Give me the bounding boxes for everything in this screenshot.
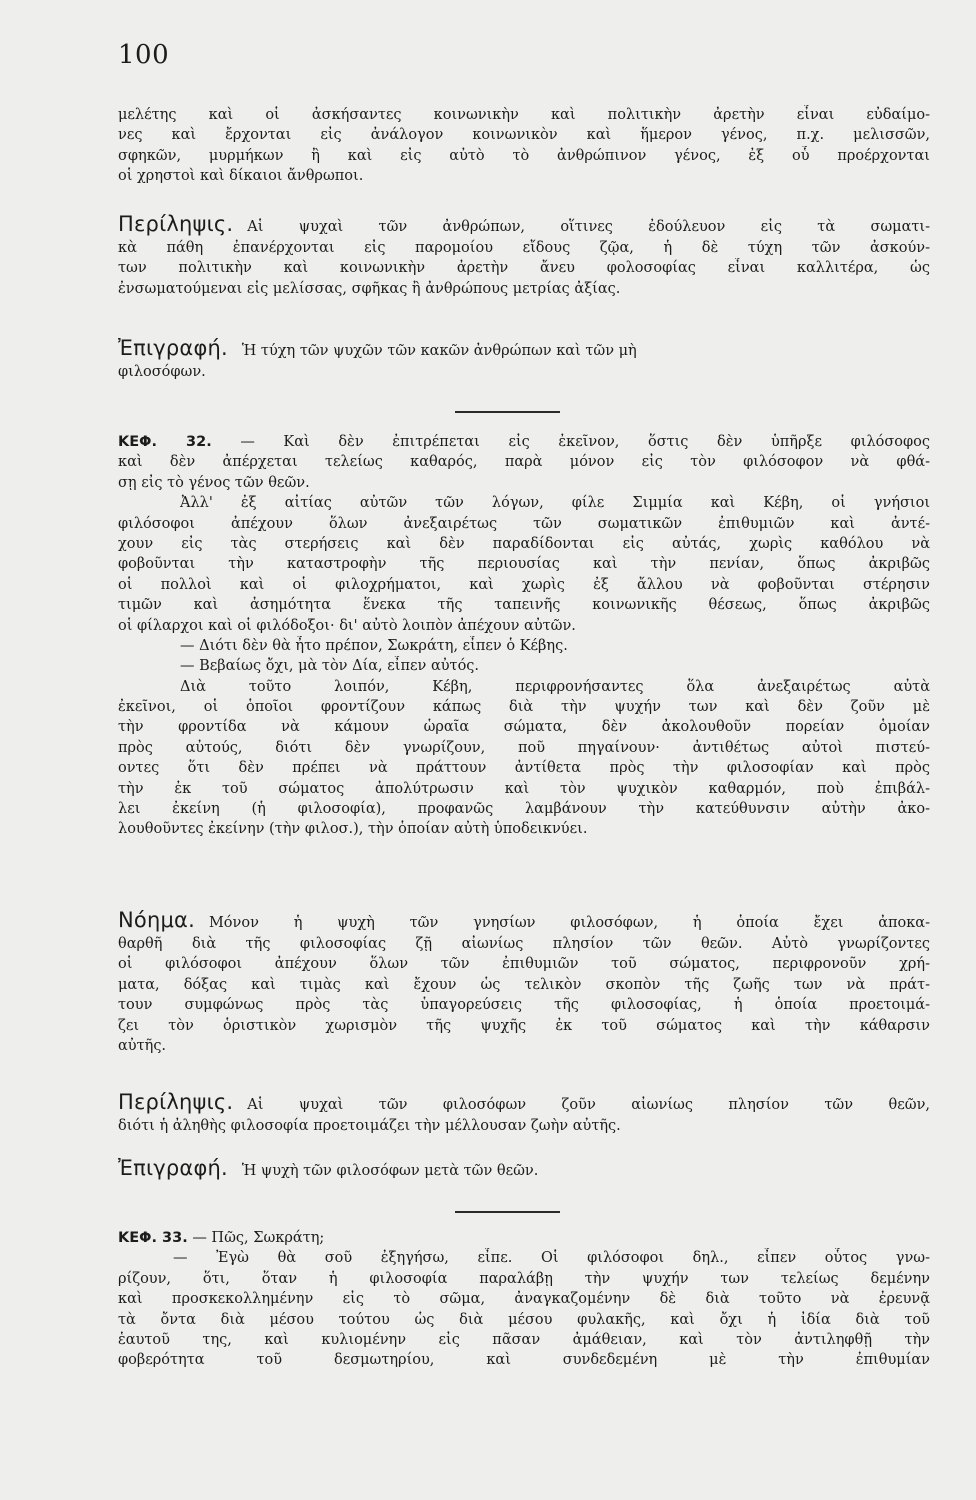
text-line: λουθοῦντες ἐκείνην (τὴν φιλοσ.), τὴν ὁποίαν αὐτὴ ὑποδεικνύει. — [118, 821, 588, 838]
text-line: πρὸς αὐτούς, διότι δὲν γνωρίζουν, ποῦ πηγαίνουν· ἀντιθέτως αὐτοὶ πιστεύ- — [118, 739, 930, 756]
text-line: Ἡ τύχη τῶν ψυχῶν τῶν κακῶν ἀνθρώπων καὶ τῶν μὴ — [241, 343, 637, 359]
text-line: διότι ἡ ἀληθὴς φιλοσοφία προετοιμάζει τὴν μέλλουσαν ζωὴν αὐτῆς. — [118, 1118, 621, 1134]
text-line: καὶ προσκεκολλημένην εἰς τὸ σῶμα, ἀναγκαζομένην δὲ διὰ τοῦτο νὰ ἐρευνᾷ — [118, 1291, 930, 1308]
text-line: οἱ φιλόσοφοι ἀπέχουν ὅλων τῶν ἐπιθυμιῶν τοῦ σώματος, περιφρονοῦν χρή- — [118, 956, 930, 973]
text-line: ἐνσωματούμεναι εἰς μελίσσας, σφῆκας ἢ ἀνθρώπους μετρίας ἀξίας. — [118, 280, 621, 297]
page-number: 100 — [118, 40, 170, 70]
text-line: ρίζουν, ὅτι, ὅταν ἡ φιλοσοφία παραλάβῃ τὴν ψυχήν των τελείως δεμένην — [118, 1270, 930, 1287]
summary-section-2 — [118, 1088, 930, 1136]
text-line: οἱ πολλοὶ καὶ οἱ φιλοχρήματοι, καὶ χωρὶς ἐξ ἄλλου νὰ φοβοῦνται στέρησιν — [118, 576, 930, 593]
summary-heading: Περίληψις. — [118, 212, 234, 236]
section-divider — [455, 411, 560, 413]
chapter-label: ΚΕΦ. 33. — [118, 1230, 188, 1246]
text-line: — Βεβαίως ὄχι, μὰ τὸν Δία, εἶπεν αὐτός. — [180, 658, 480, 675]
text-line: σῃ εἰς τὸ γένος τῶν θεῶν. — [118, 474, 310, 491]
text-line: τουν συμφώνως πρὸς τὰς ὑπαγορεύσεις τῆς φιλοσοφίας, ἡ ὁποία προετοιμά- — [118, 997, 930, 1014]
text-line: κὰ πάθη ἐπανέρχονται εἰς παρομοίου εἴδους ζῷα, ἡ δὲ τύχη τῶν ἀσκούν- — [118, 240, 930, 256]
chapter-33 — [118, 1228, 930, 1371]
text-line: φιλοσόφων. — [118, 364, 206, 380]
text-line: — Διότι δὲν θὰ ἦτο πρέπον, Σωκράτη, εἶπεν ὁ Κέβης. — [180, 637, 568, 654]
text-line: φοβοῦνται τὴν καταστροφὴν τῆς περιουσίας καὶ τὴν πενίαν, ὅπως ἀκριβῶς — [118, 556, 930, 573]
text-line: μελέτης καὶ οἱ ἀσκήσαντες κοινωνικὴν καὶ πολιτικὴν ἀρετὴν εἶναι εὐδαίμο- — [118, 107, 930, 123]
text-line: Διὰ τοῦτο λοιπόν, Κέβη, περιφρονήσαντες ὅλα ἀνεξαιρέτως αὐτὰ — [180, 678, 930, 695]
text-line: — Πῶς, Σωκράτη; — [192, 1230, 325, 1246]
text-line: Αἱ ψυχαὶ τῶν φιλοσόφων ζοῦν αἰωνίως πλησίον τῶν θεῶν, — [247, 1097, 930, 1113]
title-section-1 — [118, 334, 930, 382]
text-line: τιμῶν καὶ ἀσημότητα ἕνεκα τῆς ταπεινῆς κοινωνικῆς θέσεως, ὅπως ἀκριβῶς — [118, 597, 930, 614]
title-section-2 — [118, 1153, 930, 1183]
text-line: χουν εἰς τὰς στερήσεις καὶ δὲν παραδίδονται εἰς αὐτάς, χωρὶς καθόλου νὰ — [118, 535, 930, 552]
text-line: Αἱ ψυχαὶ τῶν ἀνθρώπων, οἵτινες ἐδούλευον εἰς τὰ σωματι- — [247, 219, 930, 235]
text-line: ζει τὸν ὁριστικὸν χωρισμὸν τῆς ψυχῆς ἐκ τοῦ σώματος καὶ τὴν κάθαρσιν — [118, 1017, 930, 1034]
text-line: θαρθῆ διὰ τῆς φιλοσοφίας ζῇ αἰωνίως πλησίον τῶν θεῶν. Αὐτὸ γνωρίζοντες — [118, 936, 930, 952]
text-line: αὐτῆς. — [118, 1037, 167, 1054]
chapter-32 — [118, 432, 930, 840]
text-line: λει ἐκείνη (ἡ φιλοσοφία), προφανῶς λαμβάνουν τὴν κατεύθυνσιν αὐτὴν ἀκο- — [118, 801, 930, 818]
text-line: Μόνον ἡ ψυχὴ τῶν γνησίων φιλοσόφων, ἡ ὁποία ἔχει ἀποκα- — [208, 915, 930, 931]
meaning-heading: Νόημα. — [118, 908, 195, 932]
text-line: φιλόσοφοι ἀπέχουν ὅλων ἀνεξαιρέτως τῶν σωματικῶν ἐπιθυμιῶν καὶ ἀντέ- — [118, 515, 930, 532]
meaning-section — [118, 906, 930, 1056]
title-heading: Ἐπιγραφή. — [118, 1156, 228, 1180]
text-line: οντες ὅτι δὲν πρέπει νὰ πράττουν ἀντίθετα πρὸς τὴν φιλοσοφίαν καὶ πρὸς — [118, 760, 930, 777]
intro-paragraph — [118, 105, 930, 187]
text-line: Ἀλλ' ἐξ αἰτίας αὐτῶν τῶν λόγων, φίλε Σιμμία καὶ Κέβη, οἱ γνήσιοι — [180, 495, 930, 512]
text-line: Ἡ ψυχὴ τῶν φιλοσόφων μετὰ τῶν θεῶν. — [241, 1163, 539, 1179]
section-divider — [455, 1211, 560, 1213]
text-line: σφηκῶν, μυρμήκων ἢ καὶ εἰς αὐτὸ τὸ ἀνθρώπινον γένος, ἐξ οὗ προέρχονται — [118, 147, 930, 164]
text-line: οἱ χρηστοὶ καὶ δίκαιοι ἄνθρωποι. — [118, 168, 364, 185]
text-line: νες καὶ ἔρχονται εἰς ἀνάλογον κοινωνικὸν καὶ ἥμερον γένος, π.χ. μελισσῶν, — [118, 127, 930, 144]
text-line: ἐκεῖνοι, οἱ ὁποῖοι φροντίζουν κάπως διὰ τὴν ψυχήν των καὶ δὲν ζοῦν μὲ — [118, 699, 930, 716]
text-line: ματα, δόξας καὶ τιμὰς καὶ ἔχουν ὡς τελικὸν σκοπὸν τῆς ζωῆς των νὰ πράτ- — [118, 976, 930, 993]
text-line: των πολιτικὴν καὶ κοινωνικὴν ἀρετὴν ἄνευ φολοσοφίας εἶναι καλλιτέρα, ὡς — [118, 260, 930, 277]
text-line: τὴν ἐκ τοῦ σώματος ἀπολύτρωσιν καὶ τὸν ψυχικὸν καθαρμόν, ποὺ ἐπιβάλ- — [118, 780, 930, 797]
title-heading: Ἐπιγραφή. — [118, 336, 228, 360]
text-line: φοβερότητα τοῦ δεσμωτηρίου, καὶ συνδεδεμένη μὲ τὴν ἐπιθυμίαν — [118, 1352, 930, 1369]
text-line: — Καὶ δὲν ἐπιτρέπεται εἰς ἐκεῖνον, ὅστις δὲν ὑπῆρξε φιλόσοφος — [240, 434, 930, 450]
text-line: τὰ ὄντα διὰ μέσου τούτου ὡς διὰ μέσου φυλακῆς, καὶ ὄχι ἡ ἰδία διὰ τοῦ — [118, 1311, 930, 1328]
text-line: οἱ φίλαρχοι καὶ οἱ φιλόδοξοι· δι' αὐτὸ λοιπὸν ἀπέχουν αὐτῶν. — [118, 617, 576, 634]
text-line: τὴν φροντίδα νὰ κάμουν ὡραῖα σώματα, δὲν ἀκολουθοῦν πορείαν ὁμοίαν — [118, 719, 930, 736]
summary-heading: Περίληψις. — [118, 1090, 234, 1114]
chapter-label: ΚΕΦ. 32. — [118, 434, 212, 450]
text-line: καὶ δὲν ἀπέρχεται τελείως καθαρός, παρὰ μόνον εἰς τὸν φιλόσοφον νὰ φθά- — [118, 454, 930, 471]
summary-section-1 — [118, 210, 930, 299]
text-line: ἑαυτοῦ της, καὶ κυλιομένην εἰς πᾶσαν ἀμάθειαν, καὶ τὸν ἀντιληφθῇ τὴν — [118, 1331, 930, 1348]
text-line: — Ἐγὼ θὰ σοῦ ἐξηγήσω, εἶπε. Οἱ φιλόσοφοι δηλ., εἶπεν οὗτος γνω- — [173, 1250, 930, 1267]
